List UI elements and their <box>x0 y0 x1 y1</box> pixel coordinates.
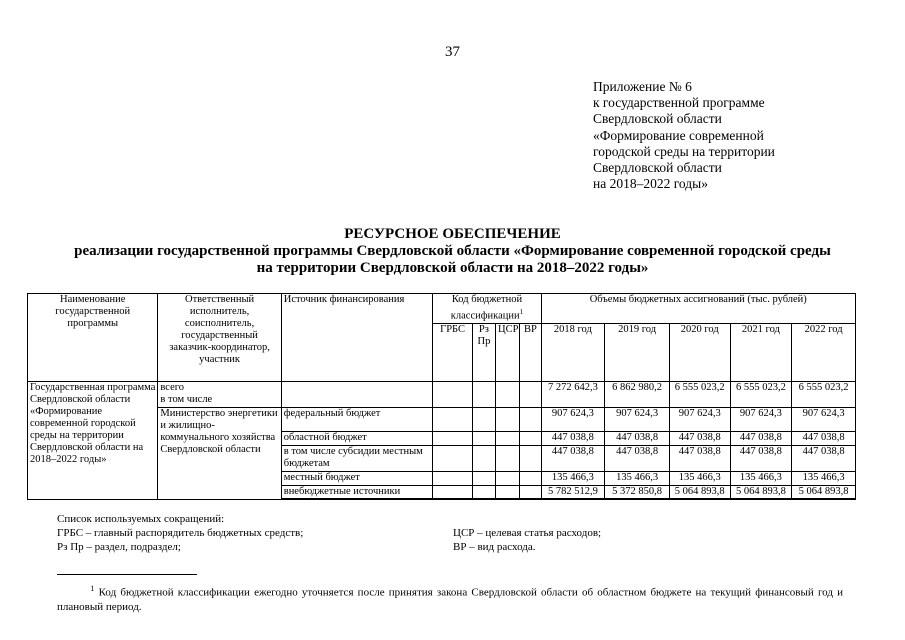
value-cell: 907 624,3 <box>605 407 670 431</box>
appendix-line: Приложение № 6 <box>593 79 692 94</box>
ministry-cell: Министерство энергетики и жилищно-коммунального хозяйства Свердловской области <box>158 407 281 499</box>
program-name-cell: Государственная программа Свердловской области «Формирование современной городской среды на территории Свердловской области на 2018–2022 годы» <box>28 381 158 499</box>
source-cell: областной бюджет <box>281 431 433 445</box>
source-cell: внебюджетные источники <box>281 485 433 498</box>
title-line: реализации государственной программы Свердловской области «Формирование современной городской среды <box>74 243 831 259</box>
footnote-divider <box>57 574 197 575</box>
value-cell: 135 466,3 <box>541 471 605 485</box>
source-cell <box>281 381 433 407</box>
header-year: 2020 год <box>669 323 730 381</box>
abbreviations-list <box>57 512 857 554</box>
header-year: 2022 год <box>792 323 856 381</box>
source-cell: местный бюджет <box>281 471 433 485</box>
value-cell: 447 038,8 <box>605 445 670 471</box>
value-cell: 5 372 850,8 <box>605 485 670 498</box>
value-cell: 6 555 023,2 <box>730 381 792 407</box>
title-line: на территории Свердловской области на 2018–2022 годы» <box>256 260 649 276</box>
title-line: РЕСУРСНОЕ ОБЕСПЕЧЕНИЕ <box>344 226 561 242</box>
value-cell: 447 038,8 <box>541 431 605 445</box>
value-cell: 447 038,8 <box>541 445 605 471</box>
value-cell: 5 064 893,8 <box>730 485 792 498</box>
source-cell: федеральный бюджет <box>281 407 433 431</box>
header-executor: Ответственный исполнитель, соисполнитель, государственный заказчик-координатор, участник <box>158 294 281 382</box>
abbr-rzpr: Рз Пр – раздел, подраздел; <box>57 541 181 553</box>
value-cell: 5 064 893,8 <box>792 485 856 498</box>
footnote <box>57 582 843 614</box>
header-year: 2018 год <box>541 323 605 381</box>
value-cell: 6 555 023,2 <box>669 381 730 407</box>
value-cell: 7 272 642,3 <box>541 381 605 407</box>
incl-label: в том числе <box>160 393 213 405</box>
header-year: 2021 год <box>730 323 792 381</box>
abbr-csr: ЦСР – целевая статья расходов; <box>453 527 602 539</box>
abbr-grbs: ГРБС – главный распорядитель бюджетных средств; <box>57 527 304 539</box>
executor-cell <box>158 381 281 407</box>
appendix-block <box>593 79 893 192</box>
abbreviations-heading: Список используемых сокращений: <box>57 513 225 525</box>
value-cell: 447 038,8 <box>669 431 730 445</box>
page-number: 37 <box>445 44 460 60</box>
footnote-mark: 1 <box>90 584 95 593</box>
value-cell: 6 555 023,2 <box>792 381 856 407</box>
appendix-line: на 2018–2022 годы» <box>593 176 708 192</box>
value-cell: 447 038,8 <box>730 445 792 471</box>
header-code: Код бюджетной классификации$^1$ <box>433 294 541 324</box>
value-cell: 135 466,3 <box>669 471 730 485</box>
value-cell: 6 862 980,2 <box>605 381 670 407</box>
appendix-line: городской среды на территории <box>593 143 775 159</box>
value-cell: 447 038,8 <box>792 431 856 445</box>
abbr-vr: ВР – вид расхода. <box>453 541 536 553</box>
value-cell: 907 624,3 <box>669 407 730 431</box>
document-title <box>0 226 905 277</box>
header-volumes: Объемы бюджетных ассигнований (тыс. рублей) <box>541 294 855 324</box>
appendix-line: к государственной программе <box>593 95 765 111</box>
value-cell: 135 466,3 <box>730 471 792 485</box>
footnote-text: Код бюджетной классификации ежегодно уточняется после принятия закона Свердловской области об областном бюджете на текущий финансовый год и плановый период. <box>57 586 844 613</box>
appendix-line: Свердловской области <box>593 160 722 176</box>
total-label: всего <box>160 381 185 393</box>
value-cell: 447 038,8 <box>730 431 792 445</box>
value-cell: 447 038,8 <box>605 431 670 445</box>
value-cell: 5 782 512,9 <box>541 485 605 498</box>
appendix-line: «Формирование современной <box>593 127 764 143</box>
header-rzpr: Рз Пр <box>472 323 495 381</box>
resource-table <box>27 293 856 500</box>
value-cell: 907 624,3 <box>730 407 792 431</box>
header-grbs: ГРБС <box>433 323 472 381</box>
value-cell: 135 466,3 <box>792 471 856 485</box>
value-cell: 5 064 893,8 <box>669 485 730 498</box>
table-row-total <box>28 381 856 407</box>
appendix-line: Свердловской области <box>593 111 722 127</box>
value-cell: 447 038,8 <box>669 445 730 471</box>
source-cell: в том числе субсидии местным бюджетам <box>281 445 433 471</box>
header-year: 2019 год <box>605 323 670 381</box>
header-vr: ВР <box>520 323 541 381</box>
value-cell: 447 038,8 <box>792 445 856 471</box>
header-name: Наименование государственной программы <box>28 294 158 382</box>
header-source: Источник финансирования <box>281 294 433 382</box>
header-csr: ЦСР <box>496 323 520 381</box>
value-cell: 907 624,3 <box>792 407 856 431</box>
value-cell: 135 466,3 <box>605 471 670 485</box>
value-cell: 907 624,3 <box>541 407 605 431</box>
